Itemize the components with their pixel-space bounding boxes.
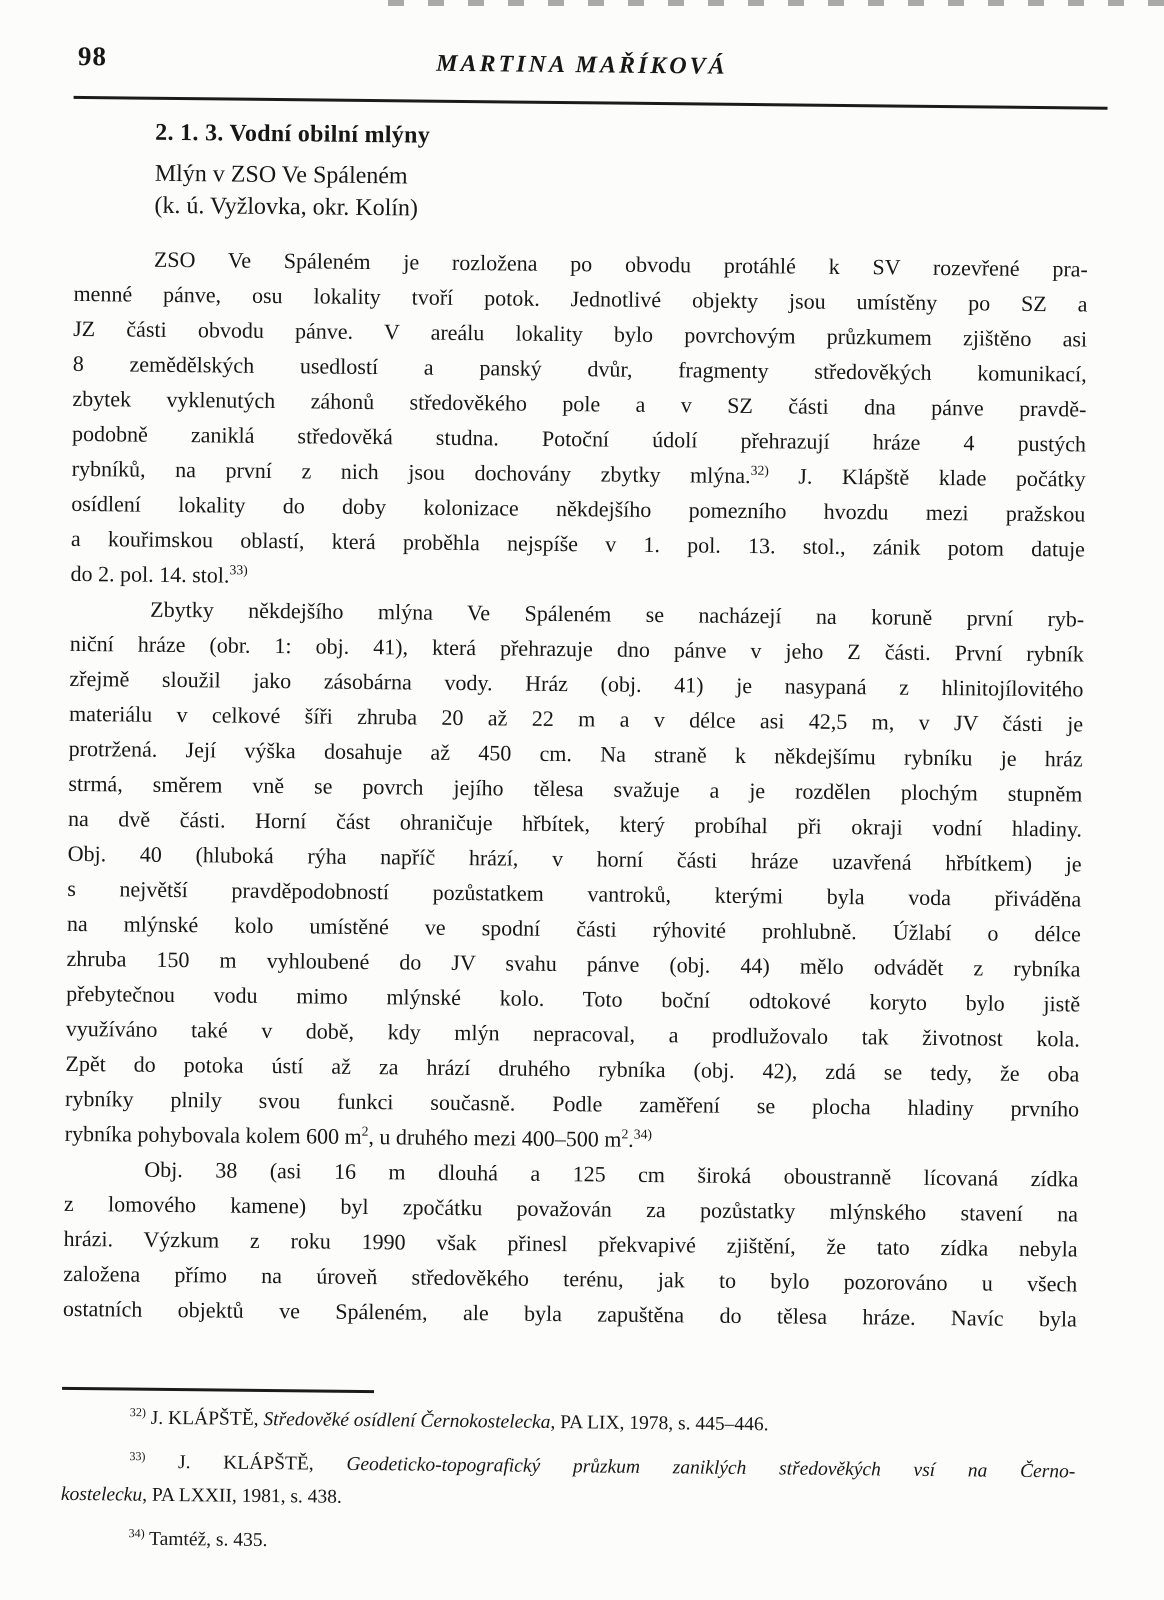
footnote-marker: 33) (129, 1449, 146, 1464)
text-line (60, 1522, 1074, 1566)
body-text (63, 241, 1088, 1337)
text-run: menné pánve, osu lokality tvoří potok. Jednotlivé objekty jsou umístěny po SZ a (73, 280, 1088, 317)
paragraph-2 (65, 591, 1085, 1162)
paragraph-1 (70, 241, 1088, 602)
text-run: hrázi. Výzkum z roku 1990 však přinesl překvapivé zjištění, že tato zídka nebyla (63, 1225, 1078, 1262)
text-run: zřejmě sloužil jako zásobárna vody. Hráz (obj. 41) je nasypaná z hlinitojílovitého (69, 665, 1084, 702)
footnote-marker: 32) (750, 462, 769, 478)
text-run: Středověké osídlení Černokostelecka (263, 1408, 551, 1433)
footnote-marker: 2 (621, 1126, 629, 1142)
header-rule (74, 96, 1108, 110)
text-run: zhruba 150 m vyhloubené do JV svahu pánve (obj. 44) mělo odvádět z rybníka (66, 945, 1081, 982)
text-run: z lomového kamene) byl zpočátku považován za pozůstatky mlýnského stavení na (63, 1190, 1079, 1227)
footnote-34 (60, 1522, 1074, 1566)
text-run: ostatních objektů ve Spáleném, ale byla zapuštěna do tělesa hráze. Navíc byla (62, 1295, 1077, 1332)
text-run: Zpět do potoka ústí až za hrází druhého rybníka (obj. 42), zdá se tedy, že oba (65, 1050, 1080, 1087)
text-run: Obj. 40 (hluboká rýha napříč hrází, v horní části hráze uzavřená hřbítkem) je (67, 840, 1082, 877)
text-run: rybníků, na první z nich jsou dochovány zbytky mlýna. (71, 455, 751, 489)
text-run: do 2. pol. 14. stol. (70, 560, 230, 588)
subheading-line-1: Mlýn v ZSO Ve Spáleném (154, 160, 408, 190)
text-line (62, 1401, 1076, 1445)
text-run: strmá, směrem vně se povrch jejího tělesa svažuje a je rozdělen plochým stupněm (68, 770, 1083, 807)
text-run: s největší pravděpodobností pozůstatkem vantroků, kterými byla voda přiváděna (67, 875, 1082, 912)
text-run: na mlýnské kolo umístěné ve spodní části rýhovité prohlubně. Úžlabí o délce (66, 910, 1082, 947)
text-run: rybníky plnily svou funkci současně. Podle zaměření se plocha hladiny prvního (64, 1085, 1080, 1122)
text-run: Zbytky někdejšího mlýna Ve Spáleném se nacházejí na koruně první ryb- (150, 596, 1085, 632)
footnote-marker: 33) (229, 562, 248, 578)
text-run: využíváno také v době, kdy mlýn nepracoval, a prodlužovalo tak životnost kola. (65, 1015, 1080, 1052)
text-run: založena přímo na úroveň středověkého terénu, jak to bylo pozorováno u všech (63, 1260, 1078, 1297)
text-run: . (628, 1126, 634, 1152)
text-run: podobně zaniklá středověká studna. Potoční údolí přehrazují hráze 4 pustých (71, 420, 1087, 457)
text-run: 8 zemědělských usedlostí a panský dvůr, fragmenty středověkých komunikací, (72, 350, 1087, 387)
text-run: , u druhého mezi 400–500 m (368, 1124, 622, 1152)
footnote-32 (62, 1401, 1076, 1445)
text-run: J. KLÁPŠTĚ, (145, 1451, 347, 1475)
text-run: a kouřimskou oblastí, která proběhla nejspíše v 1. pol. 13. stol., zánik potom datuje (70, 525, 1086, 562)
paragraph-3 (63, 1151, 1079, 1337)
footnote-marker: 2 (361, 1123, 369, 1139)
footnote-marker: 34) (633, 1126, 653, 1142)
text-run: zbytek vyklenutých záhonů středověkého pole a v SZ části dna pánve pravdě- (72, 385, 1087, 422)
footnote-marker: 32) (129, 1405, 146, 1420)
text-run: JZ části obvodu pánve. V areálu lokality bylo povrchovým průzkumem zjištěno asi (73, 315, 1088, 352)
text-run: Geodeticko-topografický průzkum zaniklých středověkých vsí na Černo- (346, 1453, 1076, 1483)
section-heading: 2. 1. 3. Vodní obilní mlýny (155, 119, 431, 149)
text-run: protržená. Její výška dosahuje až 450 cm. Na straně k někdejšímu rybníku je hráz (68, 735, 1083, 772)
text-run: , PA LIX, 1978, s. 445–446. (550, 1411, 769, 1436)
text-run: přebytečnou vodu mimo mlýnské kolo. Toto boční odtokové koryto bylo jistě (66, 980, 1081, 1017)
text-run: ZSO Ve Spáleném je rozložena po obvodu protáhlé k SV rozevřené pra- (153, 246, 1088, 282)
subheading-line-2: (k. ú. Vyžlovka, okr. Kolín) (154, 192, 419, 222)
text-run: Obj. 38 (asi 16 m dlouhá a 125 cm široká oboustranně lícovaná zídka (144, 1156, 1079, 1192)
running-title: MARTINA MAŘÍKOVÁ (436, 50, 728, 80)
footnote-33 (61, 1445, 1076, 1522)
text-run: niční hráze (obr. 1: obj. 41), která přehrazuje dno pánve v jeho Z části. První rybník (69, 630, 1084, 667)
text-run: na dvě části. Horní část ohraničuje hřbítek, který probíhal při okraji vodní hladiny. (67, 805, 1083, 842)
text-run: J. KLÁPŠTĚ, (145, 1407, 264, 1430)
footnote-marker: 34) (128, 1526, 145, 1541)
text-run: rybníka pohybovala kolem 600 m (64, 1120, 362, 1149)
text-run: materiálu v celkové šíři zhruba 20 až 22 m a v délce asi 42,5 m, v JV části je (68, 700, 1084, 737)
text-run: Tamtéž, s. 435. (144, 1528, 268, 1552)
footnote-separator-rule (62, 1387, 374, 1393)
text-run: kostelecku (60, 1483, 143, 1506)
text-run: osídlení lokality do doby kolonizace někdejšího pomezního hvozdu mezi pražskou (71, 490, 1086, 527)
text-run: , PA LXXII, 1981, s. 438. (142, 1484, 342, 1508)
text-run: J. Klápště klade počátky (768, 463, 1086, 492)
footnotes-block (60, 1401, 1076, 1577)
page-number: 98 (77, 40, 108, 72)
